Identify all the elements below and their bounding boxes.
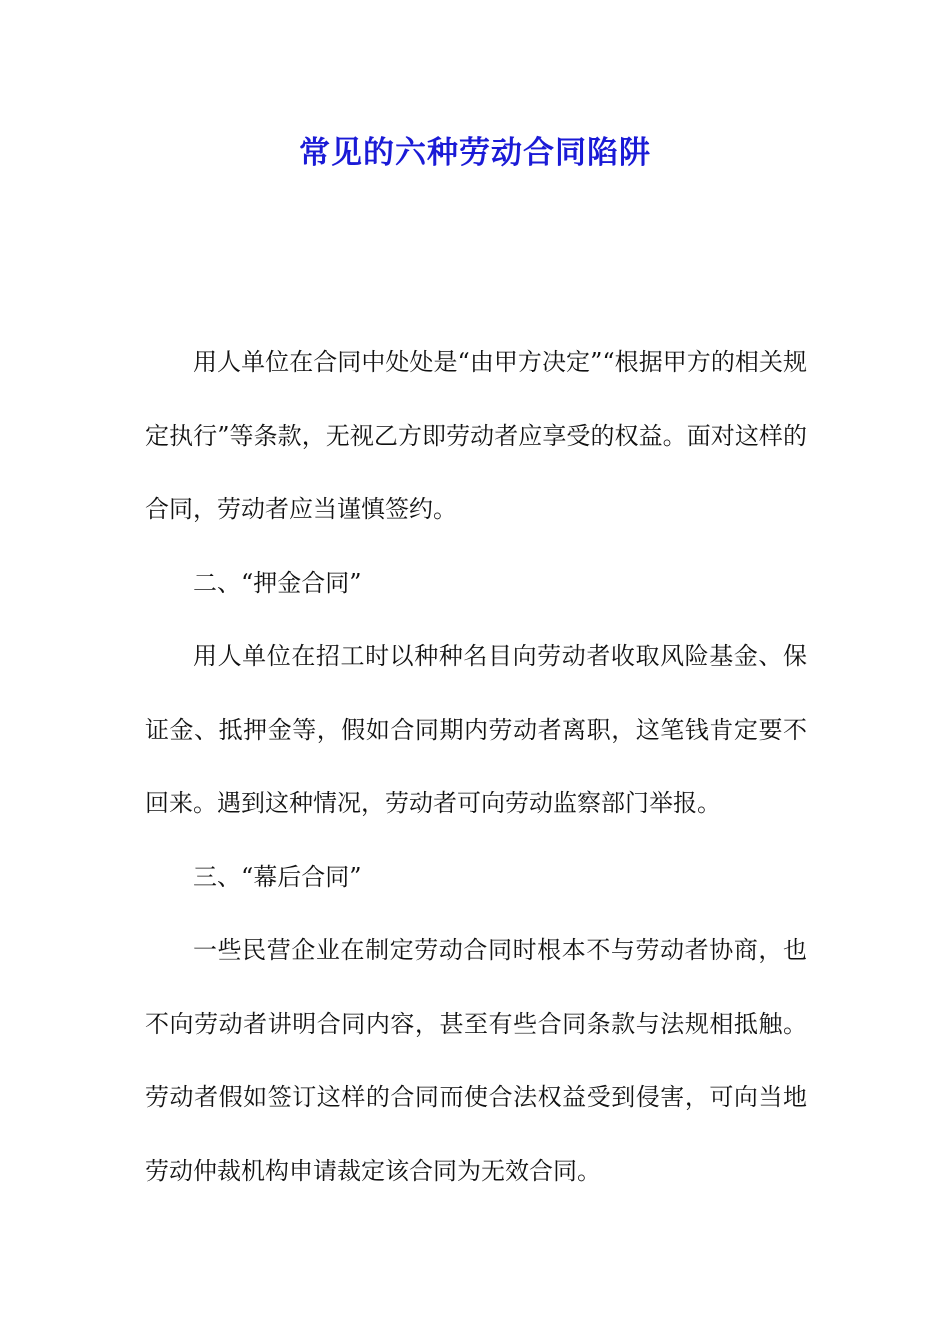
document-body — [145, 326, 807, 1208]
section-heading-deposit-contract: 二、“押金合同” — [193, 568, 362, 597]
paragraph-backstage-contract: 一些民营企业在制定劳动合同时根本不与劳动者协商，也不向劳动者讲明合同内容，甚至有些合同条款与法规相抵触。劳动者假如签订这样的合同而使合法权益受到侵害，可向当地劳动仲裁机构申请裁定该合同为无效合同。 — [145, 936, 807, 1185]
paragraph-deposit-contract: 用人单位在招工时以种种名目向劳动者收取风险基金、保证金、抵押金等，假如合同期内劳动者离职，这笔钱肯定要不回来。遇到这种情况，劳动者可向劳动监察部门举报。 — [145, 642, 807, 817]
paragraph-intro: 用人单位在合同中处处是“由甲方决定”“根据甲方的相关规定执行”等条款，无视乙方即劳动者应享受的权益。面对这样的合同，劳动者应当谨慎签约。 — [145, 348, 807, 523]
page-title: 常见的六种劳动合同陷阱 — [299, 135, 651, 171]
section-heading-backstage-contract: 三、“幕后合同” — [193, 862, 362, 891]
